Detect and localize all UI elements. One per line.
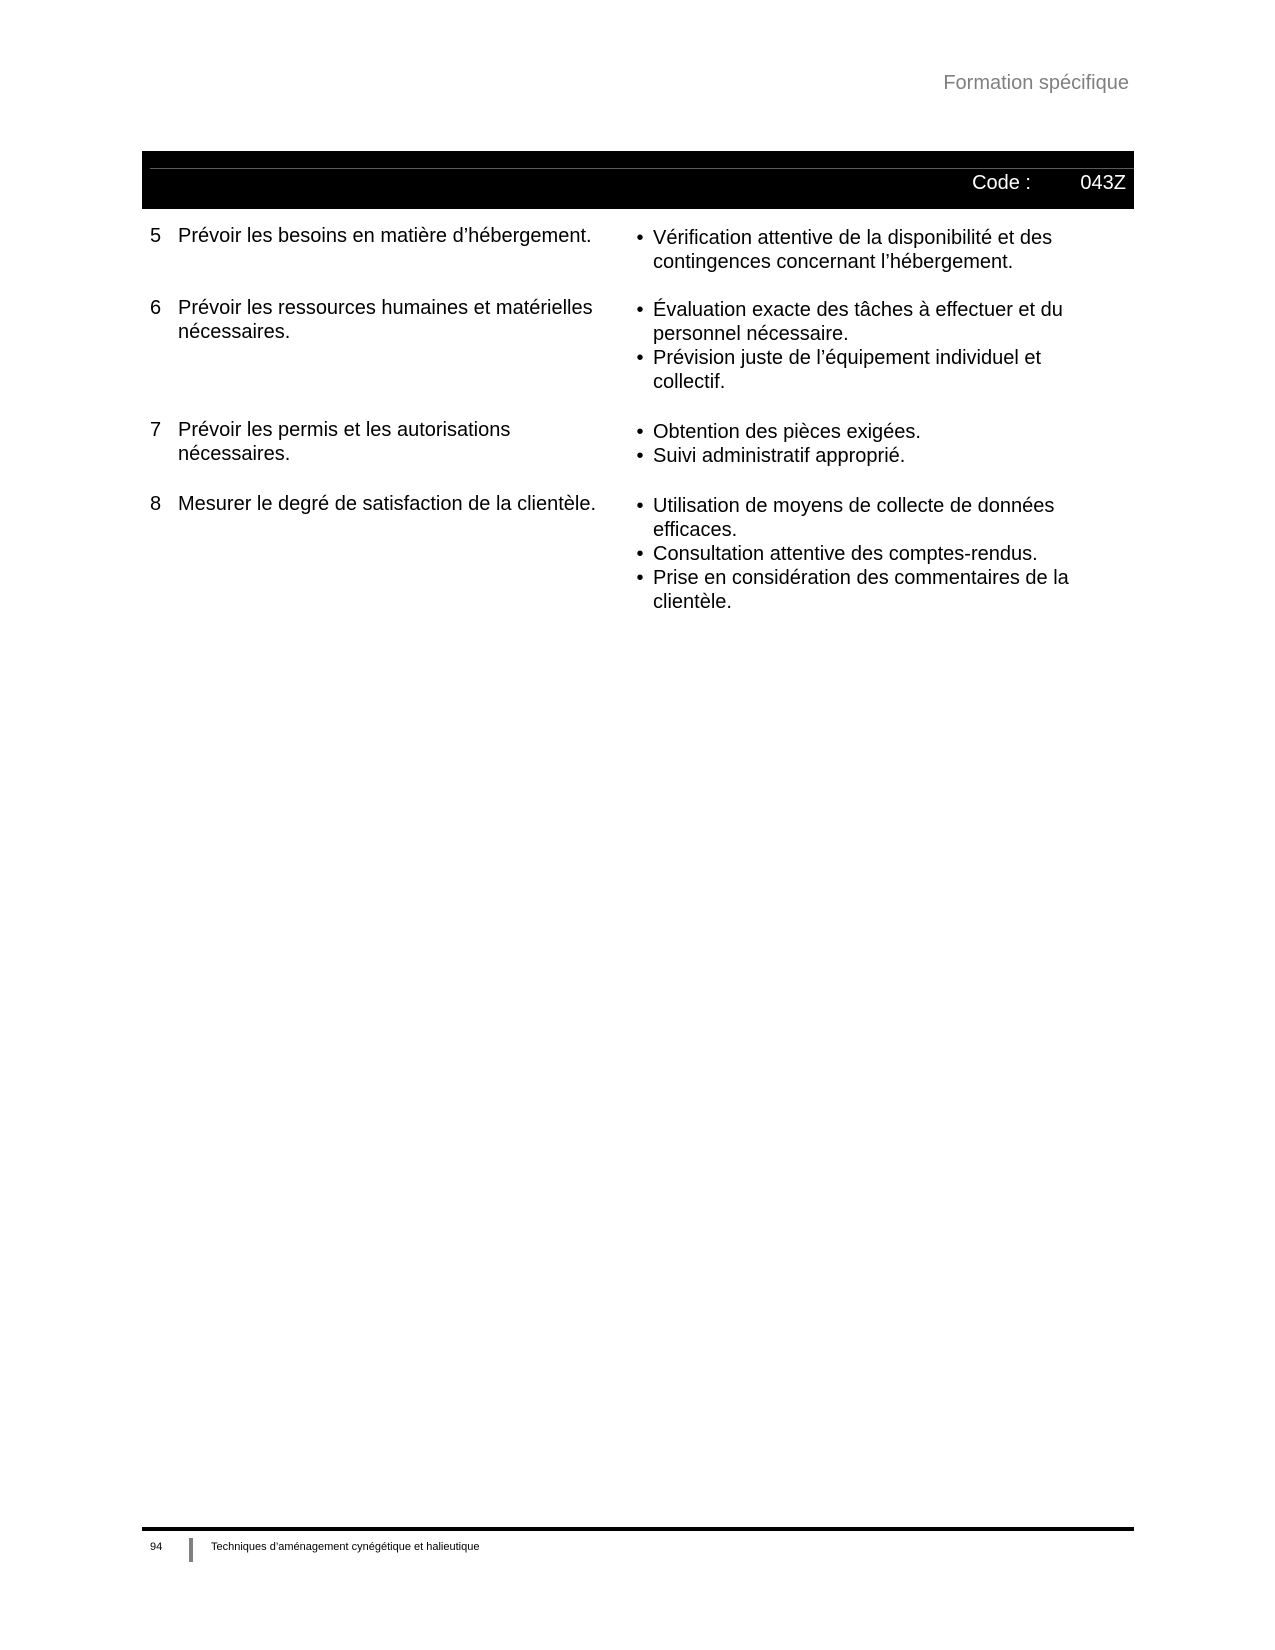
criteria-cell — [627, 296, 1134, 418]
competency-table — [142, 224, 1134, 632]
bullet-icon: • — [636, 227, 644, 249]
element-text: Mesurer le degré de satisfaction de la clientèle. — [178, 493, 597, 515]
code-label: Code : — [972, 172, 1031, 194]
element-cell — [142, 296, 627, 418]
criterion-text: Utilisation de moyens de collecte de données efficaces. — [653, 495, 1055, 541]
criterion-text: Suivi administratif approprié. — [653, 445, 906, 467]
code-value: 043Z — [1080, 172, 1126, 194]
list-item — [627, 226, 1134, 274]
element-number: 5 — [150, 225, 162, 247]
footer-separator — [189, 1538, 193, 1562]
code-bar-rule — [150, 168, 1134, 169]
criterion-text: Vérification attentive de la disponibilité et des contingences concernant l’hébergement. — [653, 227, 1053, 273]
element-number: 7 — [150, 419, 162, 441]
list-item — [627, 566, 1134, 614]
criterion-text: Prévision juste de l’équipement individuel et collectif. — [653, 347, 1042, 393]
criterion-text: Prise en considération des commentaires de la clientèle. — [653, 567, 1069, 613]
list-item — [627, 444, 1134, 468]
bullet-icon: • — [636, 421, 644, 443]
element-text: Prévoir les permis et les autorisations nécessaires. — [178, 419, 511, 465]
footer-rule — [142, 1527, 1134, 1531]
list-item — [627, 298, 1134, 346]
list-item — [627, 420, 1134, 444]
bullet-icon: • — [636, 567, 644, 589]
bullet-icon: • — [636, 299, 644, 321]
page-number: 94 — [150, 1541, 163, 1553]
element-number: 8 — [150, 493, 162, 515]
criterion-text: Consultation attentive des comptes-rendus. — [653, 543, 1038, 565]
bullet-icon: • — [636, 445, 644, 467]
table-row — [142, 418, 1134, 492]
criterion-text: Évaluation exacte des tâches à effectuer et du personnel nécessaire. — [653, 299, 1063, 345]
code-bar — [142, 151, 1134, 209]
element-cell — [142, 224, 627, 296]
element-cell — [142, 492, 627, 632]
table-row — [142, 492, 1134, 632]
list-item — [627, 494, 1134, 542]
criteria-cell — [627, 492, 1134, 632]
bullet-icon: • — [636, 543, 644, 565]
criteria-cell — [627, 224, 1134, 296]
table-row — [142, 224, 1134, 296]
footer-title: Techniques d’aménagement cynégétique et halieutique — [211, 1541, 480, 1553]
criteria-cell — [627, 418, 1134, 492]
table-row — [142, 296, 1134, 418]
bullet-icon: • — [636, 347, 644, 369]
element-cell — [142, 418, 627, 492]
list-item — [627, 542, 1134, 566]
bullet-icon: • — [636, 495, 644, 517]
element-text: Prévoir les ressources humaines et matérielles nécessaires. — [178, 297, 593, 343]
list-item — [627, 346, 1134, 394]
element-text: Prévoir les besoins en matière d’hébergement. — [178, 225, 592, 247]
criterion-text: Obtention des pièces exigées. — [653, 421, 921, 443]
running-head: Formation spécifique — [943, 72, 1129, 94]
element-number: 6 — [150, 297, 162, 319]
